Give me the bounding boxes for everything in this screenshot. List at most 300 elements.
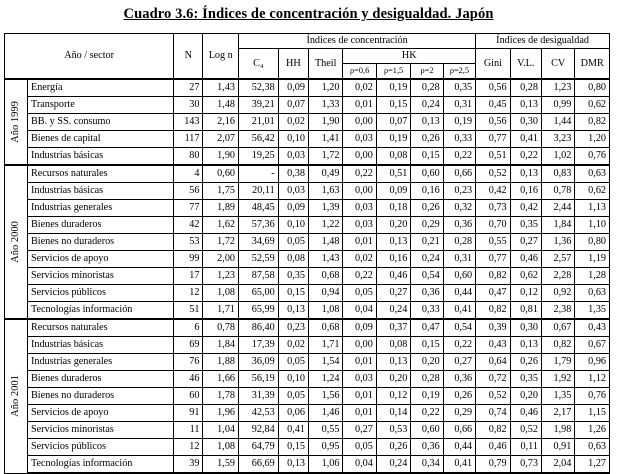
table-body bbox=[5, 79, 610, 473]
value-cell: 1,46 bbox=[308, 405, 342, 422]
value-cell: 0,73 bbox=[510, 456, 541, 474]
sector-cell: Energía bbox=[27, 79, 173, 97]
value-cell: 0,05 bbox=[343, 285, 376, 302]
value-cell: 0,78 bbox=[541, 183, 574, 200]
year-label bbox=[5, 165, 28, 319]
header-c4: C₄ bbox=[239, 49, 279, 80]
value-cell: 0,30 bbox=[510, 319, 541, 337]
value-cell: 0,36 bbox=[411, 439, 443, 456]
value-cell: 0,33 bbox=[411, 302, 443, 320]
value-cell: 0,62 bbox=[575, 183, 610, 200]
value-cell: 0,31 bbox=[443, 251, 475, 268]
value-cell: 2,04 bbox=[541, 456, 574, 474]
value-cell: 0,54 bbox=[443, 319, 475, 337]
value-cell: 0,03 bbox=[278, 148, 308, 166]
value-cell: 31,39 bbox=[239, 388, 279, 405]
value-cell: 0,63 bbox=[575, 285, 610, 302]
value-cell: 0,47 bbox=[476, 285, 510, 302]
value-cell: 0,42 bbox=[510, 200, 541, 217]
value-cell: 1,72 bbox=[203, 234, 239, 251]
value-cell: 0,36 bbox=[443, 371, 475, 388]
value-cell: 0,05 bbox=[278, 388, 308, 405]
sector-cell: Industrias básicas bbox=[27, 183, 173, 200]
value-cell: 0,42 bbox=[476, 183, 510, 200]
value-cell: 21,01 bbox=[239, 114, 279, 131]
value-cell: 0,11 bbox=[510, 439, 541, 456]
value-cell: 0,23 bbox=[443, 183, 475, 200]
value-cell: 0,00 bbox=[343, 148, 376, 166]
value-cell: 80 bbox=[174, 148, 203, 166]
table-row bbox=[5, 388, 610, 405]
value-cell: 0,24 bbox=[376, 456, 410, 474]
value-cell: 0,07 bbox=[278, 97, 308, 114]
value-cell: 0,26 bbox=[510, 354, 541, 371]
sector-cell: Industrias básicas bbox=[27, 148, 173, 166]
value-cell: 1,22 bbox=[308, 217, 342, 234]
table-row bbox=[5, 422, 610, 439]
sector-cell: BB. y SS. consumo bbox=[27, 114, 173, 131]
value-cell: 0,19 bbox=[376, 79, 410, 97]
value-cell: 17,39 bbox=[239, 337, 279, 354]
value-cell: 0,74 bbox=[476, 405, 510, 422]
header-desigualdad: Índices de desigualdad bbox=[476, 34, 610, 49]
value-cell: 0,15 bbox=[278, 439, 308, 456]
value-cell: 51 bbox=[174, 302, 203, 320]
value-cell: 0,60 bbox=[203, 165, 239, 183]
value-cell: 2,57 bbox=[541, 251, 574, 268]
sector-cell: Bienes de capital bbox=[27, 131, 173, 148]
value-cell: 0,41 bbox=[443, 302, 475, 320]
header-rho-1-5: ρ=1,5 bbox=[376, 64, 410, 80]
header-n: N bbox=[174, 34, 203, 80]
value-cell: 1,75 bbox=[203, 183, 239, 200]
value-cell: 0,29 bbox=[411, 217, 443, 234]
value-cell: 0,00 bbox=[343, 183, 376, 200]
value-cell: 0,03 bbox=[343, 131, 376, 148]
value-cell: 0,13 bbox=[376, 354, 410, 371]
value-cell: 99 bbox=[174, 251, 203, 268]
value-cell: 1,36 bbox=[541, 234, 574, 251]
year-label-text: Año 1999 bbox=[9, 101, 21, 143]
header-ano-sector: Año / sector bbox=[5, 34, 174, 80]
value-cell: 0,77 bbox=[476, 131, 510, 148]
value-cell: 0,14 bbox=[376, 405, 410, 422]
value-cell: 1,08 bbox=[203, 439, 239, 456]
value-cell: 0,80 bbox=[575, 234, 610, 251]
value-cell: 0,26 bbox=[376, 439, 410, 456]
value-cell: 0,37 bbox=[376, 319, 410, 337]
value-cell: 1,04 bbox=[203, 422, 239, 439]
value-cell: 1,56 bbox=[308, 388, 342, 405]
header-cv: CV bbox=[541, 49, 574, 80]
value-cell: 0,46 bbox=[376, 268, 410, 285]
value-cell: 0,80 bbox=[575, 79, 610, 97]
value-cell: 0,09 bbox=[343, 319, 376, 337]
value-cell: 143 bbox=[174, 114, 203, 131]
value-cell: 2,28 bbox=[541, 268, 574, 285]
value-cell: 0,15 bbox=[411, 148, 443, 166]
value-cell: 0,28 bbox=[443, 234, 475, 251]
value-cell: 1,88 bbox=[203, 354, 239, 371]
value-cell: 0,20 bbox=[510, 388, 541, 405]
value-cell: 1,78 bbox=[203, 388, 239, 405]
value-cell: 0,46 bbox=[476, 439, 510, 456]
year-label bbox=[5, 319, 28, 473]
value-cell: 0,28 bbox=[411, 371, 443, 388]
header-theil: Theil bbox=[308, 49, 342, 80]
value-cell: 76 bbox=[174, 354, 203, 371]
value-cell: 2,00 bbox=[203, 251, 239, 268]
value-cell: 6 bbox=[174, 319, 203, 337]
value-cell: 0,06 bbox=[278, 405, 308, 422]
value-cell: 0,13 bbox=[278, 302, 308, 320]
value-cell: 0,35 bbox=[443, 79, 475, 97]
value-cell: 56 bbox=[174, 183, 203, 200]
value-cell: 1,12 bbox=[575, 371, 610, 388]
value-cell: 1,71 bbox=[308, 337, 342, 354]
year-label-text: Año 2000 bbox=[9, 221, 21, 263]
value-cell: 1,84 bbox=[541, 217, 574, 234]
value-cell: 1,24 bbox=[308, 371, 342, 388]
header-hh: HH bbox=[278, 49, 308, 80]
table-row bbox=[5, 165, 610, 183]
sector-cell: Servicios públicos bbox=[27, 285, 173, 302]
value-cell: 0,16 bbox=[411, 183, 443, 200]
value-cell: 0,99 bbox=[541, 97, 574, 114]
value-cell: 2,44 bbox=[541, 200, 574, 217]
value-cell: 12 bbox=[174, 439, 203, 456]
value-cell: 0,20 bbox=[411, 354, 443, 371]
value-cell: 0,45 bbox=[476, 97, 510, 114]
value-cell: 0,52 bbox=[476, 388, 510, 405]
value-cell: 0,13 bbox=[510, 97, 541, 114]
value-cell: 0,41 bbox=[443, 456, 475, 474]
value-cell: 0,09 bbox=[278, 200, 308, 217]
value-cell: 1,23 bbox=[541, 79, 574, 97]
sector-cell: Industrias básicas bbox=[27, 337, 173, 354]
value-cell: 20,11 bbox=[239, 183, 279, 200]
value-cell: 0,05 bbox=[278, 234, 308, 251]
value-cell: 0,03 bbox=[343, 371, 376, 388]
header-dmr: DMR bbox=[575, 49, 610, 80]
value-cell: 1,72 bbox=[308, 148, 342, 166]
value-cell: 0,43 bbox=[476, 337, 510, 354]
value-cell: 0,92 bbox=[541, 285, 574, 302]
value-cell: 12 bbox=[174, 285, 203, 302]
value-cell: 0,13 bbox=[411, 114, 443, 131]
value-cell: 0,29 bbox=[443, 405, 475, 422]
sector-cell: Bienes duraderos bbox=[27, 217, 173, 234]
value-cell: 0,10 bbox=[278, 131, 308, 148]
value-cell: 1,84 bbox=[203, 337, 239, 354]
value-cell: 86,40 bbox=[239, 319, 279, 337]
value-cell: 0,63 bbox=[575, 439, 610, 456]
value-cell: 0,19 bbox=[443, 114, 475, 131]
value-cell: 48,45 bbox=[239, 200, 279, 217]
value-cell: 1,35 bbox=[575, 302, 610, 320]
value-cell: 0,15 bbox=[411, 337, 443, 354]
value-cell: 65,00 bbox=[239, 285, 279, 302]
year-label bbox=[5, 79, 28, 165]
value-cell: 0,08 bbox=[376, 337, 410, 354]
value-cell: 0,26 bbox=[411, 131, 443, 148]
table-row bbox=[5, 285, 610, 302]
value-cell: 0,76 bbox=[575, 388, 610, 405]
value-cell: 0,24 bbox=[411, 97, 443, 114]
header-gini: Gini bbox=[476, 49, 510, 80]
value-cell: 0,54 bbox=[411, 268, 443, 285]
value-cell: 0,39 bbox=[476, 319, 510, 337]
value-cell: 117 bbox=[174, 131, 203, 148]
value-cell: 0,20 bbox=[376, 371, 410, 388]
value-cell: 65,99 bbox=[239, 302, 279, 320]
header-rho-2-5: ρ=2,5 bbox=[443, 64, 475, 80]
value-cell: 0,01 bbox=[343, 405, 376, 422]
value-cell: 1,13 bbox=[575, 200, 610, 217]
value-cell: 4 bbox=[174, 165, 203, 183]
value-cell: 0,68 bbox=[308, 319, 342, 337]
value-cell: 0,03 bbox=[278, 183, 308, 200]
value-cell: 36,09 bbox=[239, 354, 279, 371]
value-cell: 0,05 bbox=[343, 439, 376, 456]
value-cell: 64,79 bbox=[239, 439, 279, 456]
value-cell: 0,20 bbox=[376, 217, 410, 234]
value-cell: 0,16 bbox=[510, 183, 541, 200]
table-row bbox=[5, 268, 610, 285]
value-cell: 0,51 bbox=[376, 165, 410, 183]
value-cell: 1,90 bbox=[308, 114, 342, 131]
table-row bbox=[5, 131, 610, 148]
table-row bbox=[5, 114, 610, 131]
value-cell: 0,27 bbox=[376, 285, 410, 302]
sector-cell: Servicios minoristas bbox=[27, 422, 173, 439]
value-cell: 0,35 bbox=[278, 268, 308, 285]
value-cell: 0,22 bbox=[510, 148, 541, 166]
value-cell: 39 bbox=[174, 456, 203, 474]
value-cell: 0,76 bbox=[575, 148, 610, 166]
value-cell: 1,62 bbox=[203, 217, 239, 234]
table-row bbox=[5, 439, 610, 456]
value-cell: 0,01 bbox=[343, 388, 376, 405]
value-cell: 66,69 bbox=[239, 456, 279, 474]
value-cell: 0,94 bbox=[308, 285, 342, 302]
value-cell: 69 bbox=[174, 337, 203, 354]
sector-cell: Recursos naturales bbox=[27, 319, 173, 337]
value-cell: 0,66 bbox=[443, 422, 475, 439]
value-cell: 0,28 bbox=[510, 79, 541, 97]
value-cell: 42,53 bbox=[239, 405, 279, 422]
value-cell: 0,16 bbox=[376, 251, 410, 268]
value-cell: 1,26 bbox=[575, 422, 610, 439]
value-cell: 2,16 bbox=[203, 114, 239, 131]
value-cell: 0,13 bbox=[510, 337, 541, 354]
table-row bbox=[5, 183, 610, 200]
value-cell: 0,44 bbox=[443, 285, 475, 302]
table-row bbox=[5, 405, 610, 422]
table-row bbox=[5, 79, 610, 97]
value-cell: 0,15 bbox=[278, 285, 308, 302]
value-cell: 1,90 bbox=[203, 148, 239, 166]
sector-cell: Servicios públicos bbox=[27, 439, 173, 456]
value-cell: 0,26 bbox=[411, 200, 443, 217]
value-cell: 1,66 bbox=[203, 371, 239, 388]
value-cell: 0,82 bbox=[476, 422, 510, 439]
value-cell: 0,09 bbox=[376, 183, 410, 200]
header-hk: HK bbox=[343, 49, 476, 64]
value-cell: 0,03 bbox=[343, 217, 376, 234]
value-cell: 0,36 bbox=[443, 217, 475, 234]
value-cell: 0,60 bbox=[411, 422, 443, 439]
sector-cell: Servicios de apoyo bbox=[27, 405, 173, 422]
value-cell: 1,48 bbox=[308, 234, 342, 251]
value-cell: 57,36 bbox=[239, 217, 279, 234]
table-row bbox=[5, 148, 610, 166]
value-cell: 0,82 bbox=[476, 268, 510, 285]
value-cell: 1,19 bbox=[575, 251, 610, 268]
value-cell: 1,41 bbox=[308, 131, 342, 148]
header-vl: V.L. bbox=[510, 49, 541, 80]
value-cell: 0,44 bbox=[443, 439, 475, 456]
value-cell: 0,53 bbox=[376, 422, 410, 439]
value-cell: 0,26 bbox=[443, 388, 475, 405]
value-cell: 0,46 bbox=[510, 405, 541, 422]
table-row bbox=[5, 234, 610, 251]
value-cell: 0,03 bbox=[343, 200, 376, 217]
value-cell: 60 bbox=[174, 388, 203, 405]
value-cell: 0,67 bbox=[541, 319, 574, 337]
value-cell: 1,10 bbox=[575, 217, 610, 234]
value-cell: 1,92 bbox=[541, 371, 574, 388]
value-cell: 0,24 bbox=[376, 302, 410, 320]
value-cell: 0,27 bbox=[343, 422, 376, 439]
value-cell: 1,23 bbox=[203, 268, 239, 285]
sector-cell: Transporte bbox=[27, 97, 173, 114]
value-cell: 3,23 bbox=[541, 131, 574, 148]
value-cell: 1,89 bbox=[203, 200, 239, 217]
value-cell: 0,77 bbox=[476, 251, 510, 268]
value-cell: 0,34 bbox=[411, 456, 443, 474]
value-cell: 1,44 bbox=[541, 114, 574, 131]
value-cell: 1,54 bbox=[308, 354, 342, 371]
value-cell: 0,10 bbox=[278, 371, 308, 388]
value-cell: 0,02 bbox=[278, 114, 308, 131]
value-cell: 2,07 bbox=[203, 131, 239, 148]
table-row bbox=[5, 200, 610, 217]
value-cell: 0,46 bbox=[510, 251, 541, 268]
value-cell: 17 bbox=[174, 268, 203, 285]
table-row bbox=[5, 97, 610, 114]
table-row bbox=[5, 302, 610, 320]
value-cell: 0,67 bbox=[575, 337, 610, 354]
table-row bbox=[5, 354, 610, 371]
value-cell: 1,43 bbox=[308, 251, 342, 268]
value-cell: 0,62 bbox=[510, 268, 541, 285]
value-cell: 0,27 bbox=[443, 354, 475, 371]
value-cell: 0,01 bbox=[343, 97, 376, 114]
value-cell: 0,33 bbox=[443, 131, 475, 148]
sector-cell: Tecnologías información bbox=[27, 302, 173, 320]
value-cell: 0,35 bbox=[510, 217, 541, 234]
table-title: Cuadro 3.6: Índices de concentración y desigualdad. Japón bbox=[123, 6, 494, 22]
year-label-text: Año 2001 bbox=[9, 375, 21, 418]
sector-cell: Servicios minoristas bbox=[27, 268, 173, 285]
value-cell: 0,83 bbox=[541, 165, 574, 183]
sector-cell: Servicios de apoyo bbox=[27, 251, 173, 268]
value-cell: 0,22 bbox=[443, 148, 475, 166]
value-cell: 0,13 bbox=[278, 456, 308, 474]
value-cell: 46 bbox=[174, 371, 203, 388]
value-cell: 0,56 bbox=[476, 79, 510, 97]
table-row bbox=[5, 319, 610, 337]
value-cell: 0,02 bbox=[343, 79, 376, 97]
value-cell: 1,59 bbox=[203, 456, 239, 474]
value-cell: 0,07 bbox=[376, 114, 410, 131]
sector-cell: Industrias generales bbox=[27, 354, 173, 371]
value-cell: 0,78 bbox=[203, 319, 239, 337]
value-cell: 30 bbox=[174, 97, 203, 114]
value-cell: 0,22 bbox=[343, 268, 376, 285]
value-cell: 0,19 bbox=[376, 131, 410, 148]
value-cell: 56,19 bbox=[239, 371, 279, 388]
value-cell: 1,43 bbox=[203, 79, 239, 97]
value-cell: 1,35 bbox=[541, 388, 574, 405]
indices-table bbox=[4, 33, 610, 474]
value-cell: 0,18 bbox=[376, 200, 410, 217]
value-cell: 0,60 bbox=[411, 165, 443, 183]
value-cell: 0,73 bbox=[476, 200, 510, 217]
value-cell: 0,51 bbox=[476, 148, 510, 166]
value-cell: 0,13 bbox=[510, 165, 541, 183]
value-cell: 0,96 bbox=[575, 354, 610, 371]
value-cell: 0,22 bbox=[411, 405, 443, 422]
value-cell: - bbox=[239, 165, 279, 183]
value-cell: 0,41 bbox=[510, 131, 541, 148]
sector-cell: Recursos naturales bbox=[27, 165, 173, 183]
value-cell: 87,58 bbox=[239, 268, 279, 285]
value-cell: 0,36 bbox=[411, 285, 443, 302]
value-cell: 0,38 bbox=[278, 165, 308, 183]
value-cell: 0,52 bbox=[510, 422, 541, 439]
value-cell: 0,08 bbox=[376, 148, 410, 166]
sector-cell: Industrias generales bbox=[27, 200, 173, 217]
value-cell: 19,25 bbox=[239, 148, 279, 166]
value-cell: 1,98 bbox=[541, 422, 574, 439]
value-cell: 0,82 bbox=[476, 302, 510, 320]
value-cell: 0,95 bbox=[308, 439, 342, 456]
value-cell: 0,52 bbox=[476, 165, 510, 183]
table-header bbox=[5, 34, 610, 80]
value-cell: 2,38 bbox=[541, 302, 574, 320]
value-cell: 27 bbox=[174, 79, 203, 97]
table-row bbox=[5, 371, 610, 388]
value-cell: 0,19 bbox=[411, 388, 443, 405]
value-cell: 1,08 bbox=[203, 285, 239, 302]
value-cell: 1,27 bbox=[575, 456, 610, 474]
value-cell: 1,02 bbox=[541, 148, 574, 166]
value-cell: 0,64 bbox=[476, 354, 510, 371]
value-cell: 0,49 bbox=[308, 165, 342, 183]
value-cell: 1,39 bbox=[308, 200, 342, 217]
sector-cell: Tecnologías información bbox=[27, 456, 173, 474]
value-cell: 0,31 bbox=[443, 97, 475, 114]
value-cell: 0,00 bbox=[343, 337, 376, 354]
value-cell: 0,10 bbox=[278, 217, 308, 234]
value-cell: 0,23 bbox=[278, 319, 308, 337]
value-cell: 0,15 bbox=[376, 97, 410, 114]
value-cell: 34,69 bbox=[239, 234, 279, 251]
value-cell: 1,28 bbox=[575, 268, 610, 285]
value-cell: 0,21 bbox=[411, 234, 443, 251]
